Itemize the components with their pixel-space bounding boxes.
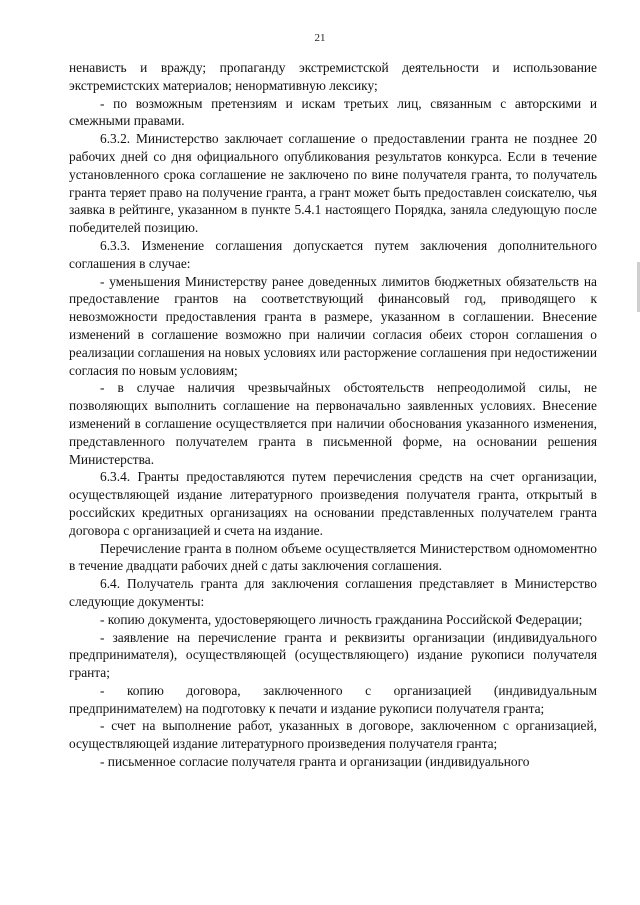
paragraph: 6.4. Получатель гранта для заключения соглашения представляет в Министерство следующие документы: bbox=[69, 576, 597, 609]
paragraph: Перечисление гранта в полном объеме осуществляется Министерством одномоментно в течение двадцати рабочих дней с даты заключения соглашения. bbox=[69, 540, 597, 574]
paragraph: - заявление на перечисление гранта и реквизиты организации (индивидуального предпринимателя), осуществляющей (осуществляющего) издание рукописи получателя гранта; bbox=[69, 629, 597, 681]
paragraph: 6.3.4. Гранты предоставляются путем перечисления средств на счет организации, осуществляющей издание литературного произведения получателя гранта, открытый в российских кредитных организациях на основании представленных получателем гранта договора с организацией и счета на издание. bbox=[69, 469, 597, 538]
paragraph: 6.3.3. Изменение соглашения допускается путем заключения дополнительного соглашения в случае: bbox=[69, 237, 597, 271]
document-body bbox=[69, 59, 597, 771]
page-number: 21 bbox=[314, 32, 326, 44]
paragraph: - копию документа, удостоверяющего личность гражданина Российской Федерации; bbox=[100, 611, 583, 627]
paragraph: - в случае наличия чрезвычайных обстоятельств непреодолимой силы, не позволяющих выполнить соглашение на первоначально заявленных условиях. Внесение изменений в соглашение осуществляется при наличии обоснования указанного изменения, представленного получателем гранта в письменной форме, на основании решения Министерства. bbox=[69, 380, 597, 467]
paragraph: ненависть и вражду; пропаганду экстремистской деятельности и использование экстремистских материалов; ненормативную лексику; bbox=[69, 60, 597, 93]
paragraph: - копию договора, заключенного с организацией (индивидуальным предпринимателем) на подготовку к печати и издание рукописи получателя гранта; bbox=[69, 682, 597, 716]
paragraph: - письменное согласие получателя гранта и организации (индивидуального bbox=[100, 754, 530, 770]
paragraph: - по возможным претензиям и искам третьих лиц, связанным с авторскими и смежными правами. bbox=[69, 95, 597, 129]
paragraph: - счет на выполнение работ, указанных в договоре, заключенном с организацией, осуществляющей издание литературного произведения получателя гранта; bbox=[69, 718, 597, 752]
paragraph: - уменьшения Министерству ранее доведенных лимитов бюджетных обязательств на предоставление грантов на соответствующий финансовый год, приводящего к невозможности предоставления гранта в размере, указанном в соглашении. Внесение изменений в соглашение возможно при наличии согласия обеих сторон соглашения о реализации соглашения на новых условиях или расторжение соглашения при недостижении согласия по новым условиям; bbox=[69, 273, 597, 378]
paragraph: 6.3.2. Министерство заключает соглашение о предоставлении гранта не позднее 20 рабочих дней со дня официального опубликования результатов конкурса. Если в течение установленного срока соглашение не заключено по вине получателя гранта, то получатель гранта теряет право на получение гранта, а грант может быть предоставлен соискателю, чья заявка в рейтинге, указанном в пункте 5.4.1 настоящего Порядка, заняла следующую после победителей позицию. bbox=[69, 131, 597, 236]
